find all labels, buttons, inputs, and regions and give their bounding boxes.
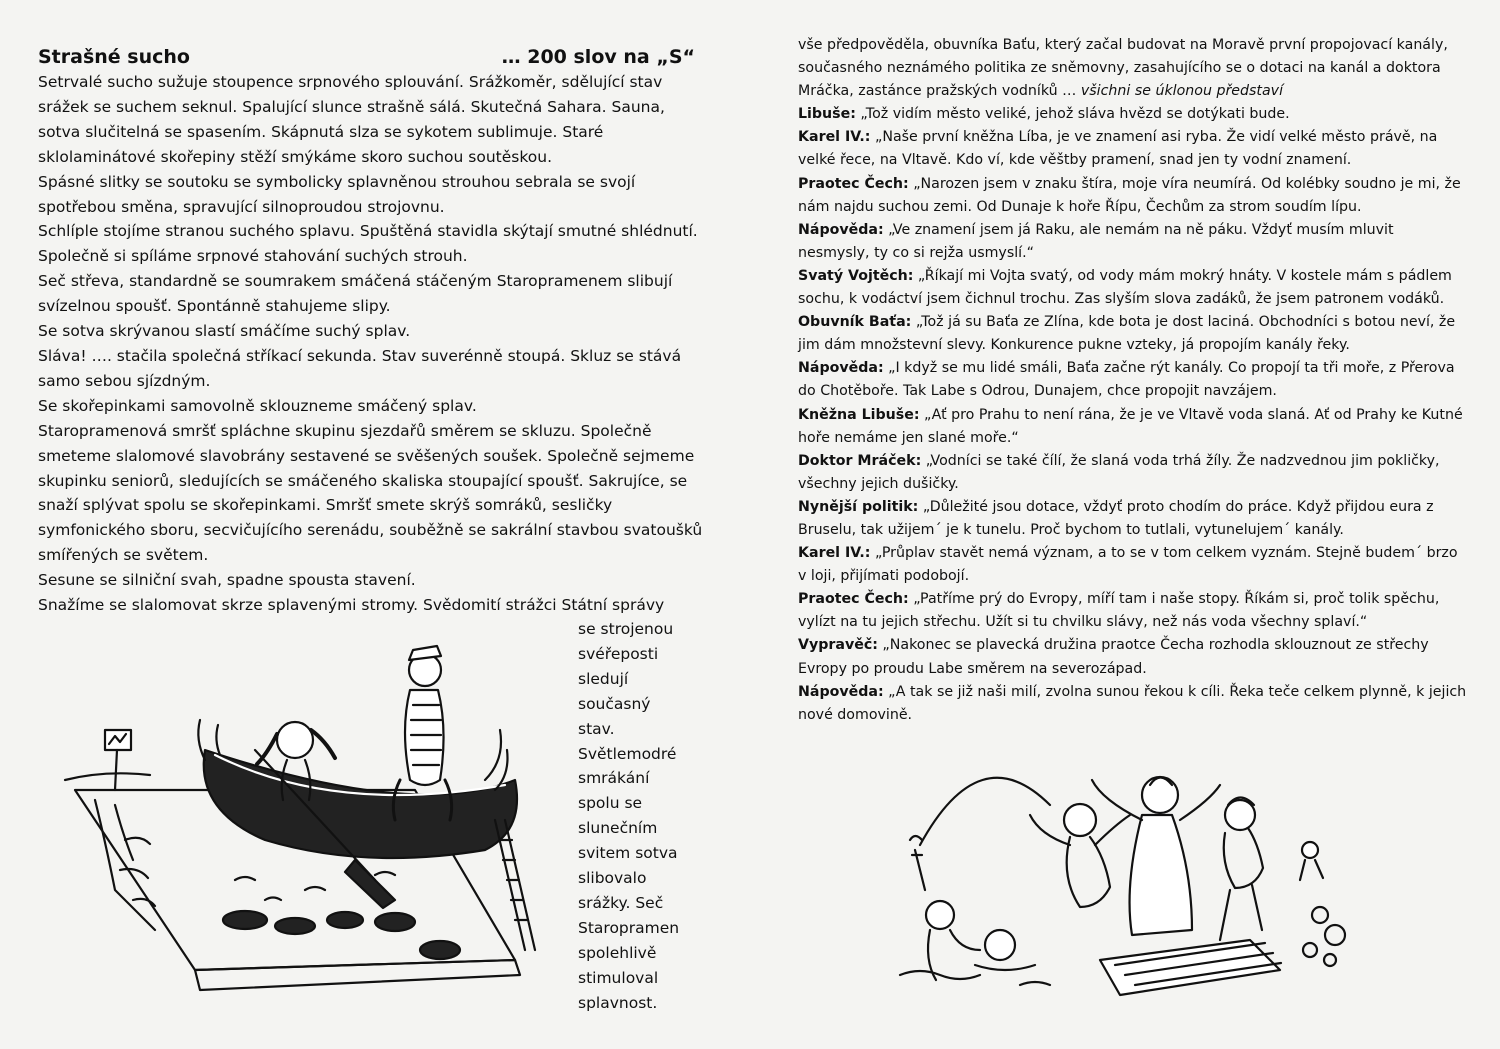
dialogue-line [798, 311, 1468, 357]
intro-text: vše předpověděla, obuvníka Baťu, který začal budovat na Moravě první propojovací kanály, současného neznámého politika ze sněmovny, zasahujícího se o dotaci na kanál a doktora Mráčka, zastánce pražských vodníků … [798, 37, 1448, 100]
side-text-column [578, 617, 708, 1016]
speech-text: „Narozen jsem v znaku štíra, moje víra neumírá. Od kolébky soudno je mi, že nám najdu suchou zemi. Od Dunaje k hoře Řípu, Čechům za strom soudím lípu. [798, 175, 1461, 215]
dialogue-line [798, 265, 1468, 311]
side-line: Staropramen [578, 918, 680, 937]
paragraph: Se sotva skrývanou slastí smáčíme suchý splav. [38, 322, 411, 341]
speech-text: „Tož já su Baťa ze Zlína, kde bota je dost laciná. Obchodníci s botou neví, že jim dám množstevní slevy. Konkurence pukne vzteky, já propojím kanály řeky. [798, 314, 1456, 354]
speaker-name: Praotec Čech: [798, 175, 909, 192]
speech-text: „Průplav stavět nemá význam, a to se v tom celkem vyznám. Stejně budem´ brzo v loji, přijímati podobojí. [798, 545, 1458, 585]
speaker-name: Praotec Čech: [798, 591, 909, 608]
side-line: smrákání [578, 769, 650, 788]
intro-paragraph [798, 34, 1468, 103]
side-line: svéřeposti [578, 644, 659, 663]
speech-text: „Patříme prý do Evropy, míří tam i naše stopy. Říkám si, proč tolik spěchu, vylízt na tu jejich střechu. Užít si tu chvilku slávy, než nás voda všechny splaví.“ [798, 591, 1440, 631]
dialogue-line [798, 634, 1468, 680]
side-line: slibovalo [578, 869, 647, 888]
speaker-name: Libuše: [798, 106, 856, 123]
side-line: svitem sotva [578, 844, 678, 863]
canoe-cartoon-drawing [55, 630, 555, 1000]
speaker-name: Nynější politik: [798, 498, 919, 515]
speech-text: „Ať pro Prahu to není rána, že je ve Vltavě voda slaná. Ať od Prahy ke Kutné hoře nemáme jen slané moře.“ [798, 406, 1463, 446]
speech-text: „A tak se již naši milí, zvolna sunou řekou k cíli. Řeka teče celkem plynně, k jejich nové domovině. [798, 683, 1467, 723]
paragraph: Snažíme se slalomovat skrze splavenými stromy. Svědomití strážci Státní správy [38, 596, 665, 615]
speech-text: „Důležité jsou dotace, vždyť proto chodím do práce. Když přijdou eura z Bruselu, tak užijem´ je k tunelu. Proč bychom to tutlali, vytunelujem´ kanály. [798, 498, 1434, 538]
dialogue-line [798, 103, 1468, 126]
intro-emphasis: všichni se úklonou představí [1076, 83, 1284, 100]
speaker-name: Svatý Vojtěch: [798, 267, 914, 284]
paragraph: Setrvalé sucho sužuje stoupence srpnového splouvání. Srážkoměr, sdělující stav srážek se suchem seknul. Spalující slunce strašně sálá. Skutečná Sahara. Sauna, sotva slučitelná se spasením. Skápnutá slza se sykotem sublimuje. Staré sklolaminátové skořepiny stěží smýkáme skoro suchou soutěskou. [38, 73, 665, 166]
side-line: Světlemodré [578, 744, 677, 763]
raft-illustration [880, 745, 1380, 1005]
raft-cartoon-drawing [880, 745, 1380, 1005]
side-line: spolu se [578, 794, 643, 813]
dialogue-line [798, 542, 1468, 588]
paragraph: Sesune se silniční svah, spadne spousta stavení. [38, 571, 416, 590]
dialogue-line [798, 126, 1468, 172]
side-line: současný [578, 694, 651, 713]
canoe-illustration [55, 630, 555, 1000]
dialogue-line [798, 588, 1468, 634]
right-column [798, 34, 1468, 727]
side-line: slunečním [578, 819, 658, 838]
speaker-name: Karel IV.: [798, 129, 871, 146]
side-line: stav. [578, 719, 615, 738]
paragraph: Sláva! …. stačila společná stříkací sekunda. Stav suverénně stoupá. Skluz se stává samo sebou sjízdným. [38, 346, 682, 390]
article-subtitle: … 200 slov na „S“ [501, 46, 695, 68]
paragraph: Spásné slitky se soutoku se symbolicky splavněnou strouhou sebrala se svojí spotřebou směna, spravující silnoproudou strojovnu. [38, 172, 636, 216]
dialogue-line [798, 357, 1468, 403]
side-line: srážky. Seč [578, 893, 664, 912]
speaker-name: Karel IV.: [798, 545, 871, 562]
left-column [38, 44, 703, 618]
paragraph: Schlíple stojíme stranou suchého splavu. Spuštěná stavidla skýtají smutné shlédnutí. Společně si spíláme srpnové stahování suchých strouh. [38, 222, 698, 266]
speech-text: „Říkají mi Vojta svatý, od vody mám mokrý hnáty. V kostele mám s pádlem sochu, k vodáctví jsem čichnul trochu. Zas slyším slova zadáků, že jsem patronem vodáků. [798, 267, 1452, 308]
dialogue-line [798, 219, 1468, 265]
side-line: se strojenou [578, 620, 674, 638]
side-line: sledují [578, 669, 629, 688]
speaker-name: Nápověda: [798, 221, 884, 238]
title-row [38, 44, 703, 70]
speaker-name: Obuvník Baťa: [798, 314, 912, 331]
dialogue-line [798, 450, 1468, 496]
dialogue-line [798, 173, 1468, 219]
dialogue-line [798, 681, 1468, 727]
side-line: stimuloval [578, 968, 659, 987]
speech-text: „I když se mu lidé smáli, Baťa začne rýt kanály. Co propojí ta tři moře, z Přerova do Chotěboře. Tak Labe s Odrou, Dunajem, chce propojit navzájem. [798, 360, 1455, 400]
side-line: spolehlivě [578, 943, 657, 962]
speaker-name: Vypravěč: [798, 637, 878, 654]
dialogue-line [798, 404, 1468, 450]
speaker-name: Kněžna Libuše: [798, 406, 920, 423]
side-line: splavnost. [578, 993, 658, 1012]
paragraph: Staropramenová smršť spláchne skupinu sjezdařů směrem se skluzu. Společně smeteme slalomové slavobrány sestavené se svěšených soušek. Společně sejmeme skupinku seniorů, sledujících se smáčeného skaliska stoupající spoušť. Sakrujíce, se snaží splývat spolu se skořepinkami. Smršť smete skrýš somráků, sesličky symfonického sboru, secvičujícího serenádu, souběžně se sakrální stavbou svatoušků smířených se světem. [38, 421, 703, 565]
dialogue-line [798, 496, 1468, 542]
speaker-name: Doktor Mráček: [798, 452, 922, 469]
paragraph: Se skořepinkami samovolně sklouzneme smáčený splav. [38, 396, 477, 415]
speech-text: „Tož vidím město veliké, jehož sláva hvězd se dotýkati bude. [855, 106, 1290, 123]
speech-text: „Nakonec se plavecká družina praotce Čecha rozhodla sklouznout ze střechy Evropy po proudu Labe směrem na severozápad. [798, 637, 1429, 677]
speaker-name: Nápověda: [798, 683, 884, 700]
speech-text: „Vodníci se také čílí, že slaná voda trhá žíly. Že nadzvednou jim pokličky, všechny jejich dušičky. [798, 452, 1440, 492]
article-title: Strašné sucho [38, 46, 190, 68]
speech-text: „Ve znamení jsem já Raku, ale nemám na ně páku. Vždyť musím mluvit nesmysly, ty co si rejža usmyslí.“ [798, 221, 1394, 261]
paragraph: Seč střeva, standardně se soumrakem smáčená stáčeným Staropramenem slibují svízelnou spoušť. Spontánně stahujeme slipy. [38, 272, 673, 316]
speaker-name: Nápověda: [798, 360, 884, 377]
speech-text: „Naše první kněžna Líba, je ve znamení asi ryba. Že vidí velké město právě, na velké řece, na Vltavě. Kdo ví, kde věštby pramení, snad jen ty vodní znamení. [798, 129, 1438, 169]
